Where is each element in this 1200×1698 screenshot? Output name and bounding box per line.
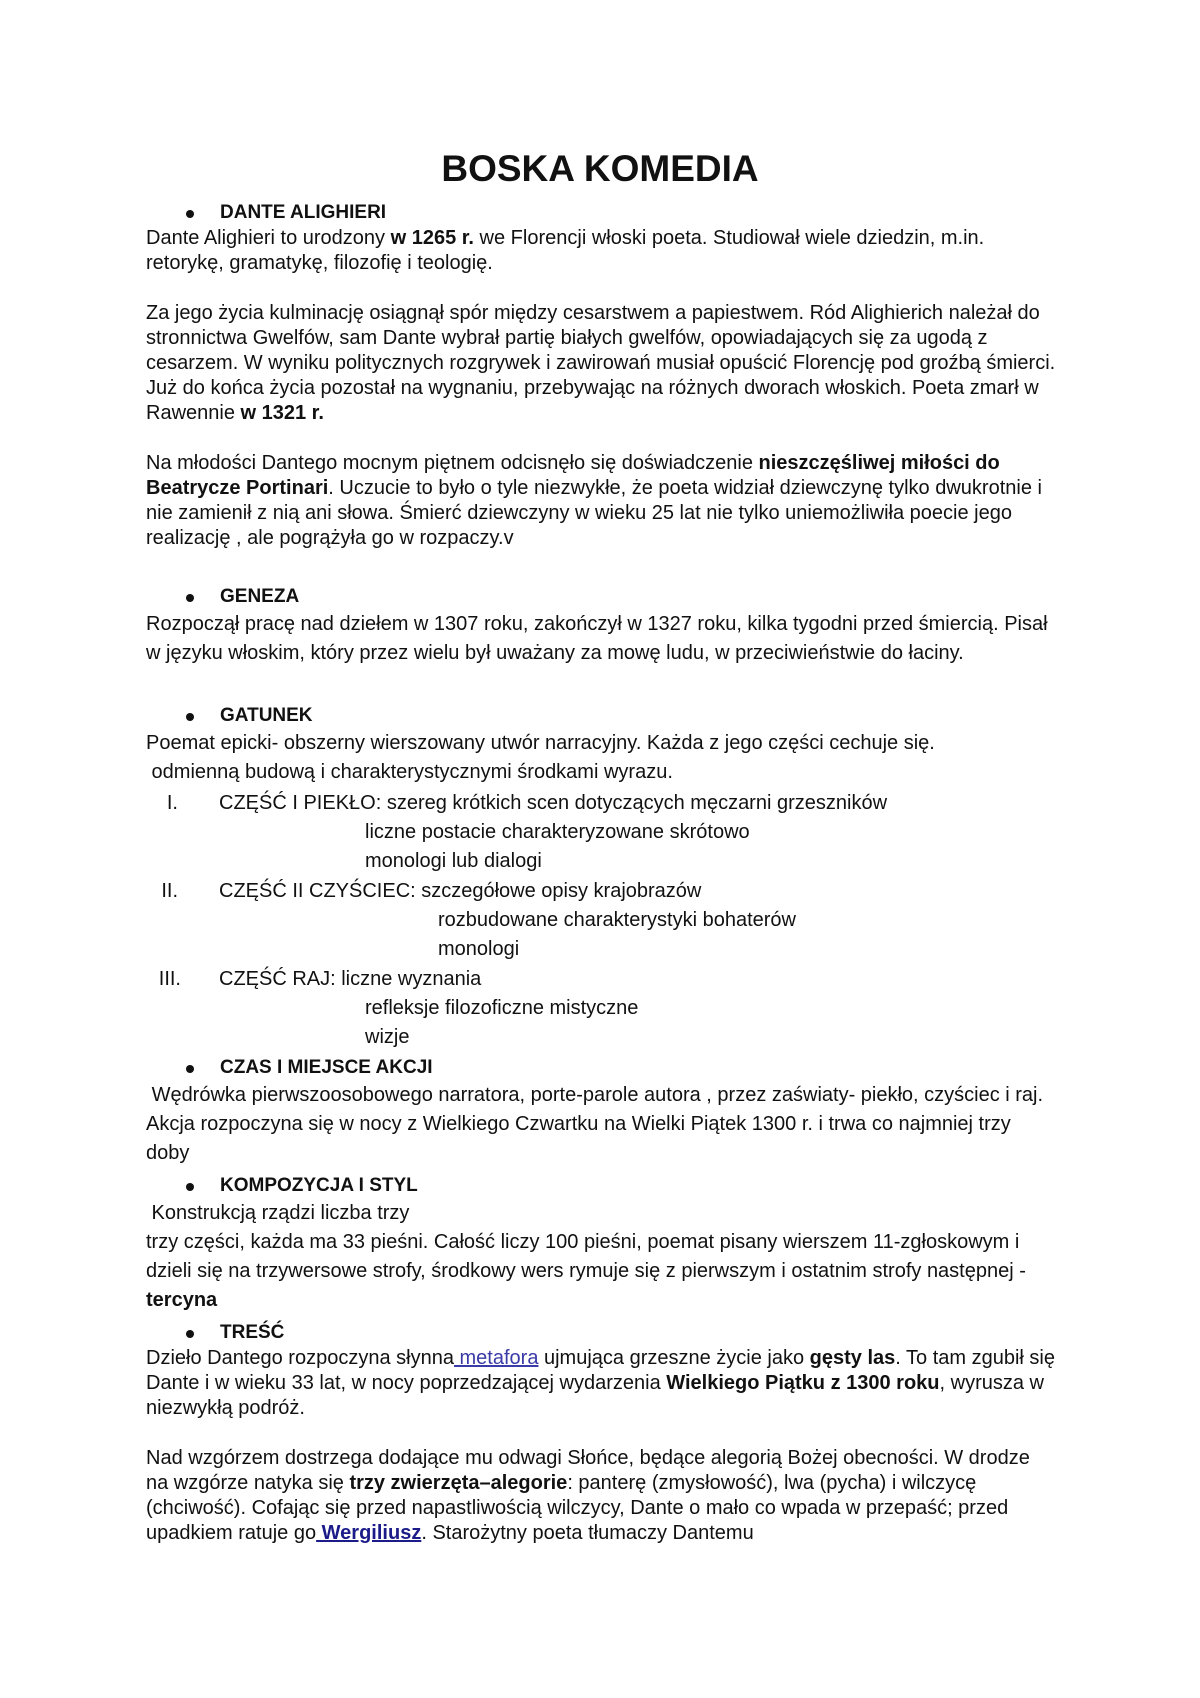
bullet-icon <box>186 1330 194 1338</box>
heading-dante: DANTE ALIGHIERI <box>146 199 1056 226</box>
section-gatunek <box>146 702 1056 787</box>
part-label: CZĘŚĆ RAJ: liczne wyznania <box>219 968 482 990</box>
paragraph-kompozycja: trzy części, każda ma 33 pieśni. Całość liczy 100 pieśni, poemat pisany wierszem 11-zgłoskowym i dzieli się na trzywersowe strofy, środkowy wers rymuje się z pierwszym i ostatnim strofy następnej - tercyna <box>146 1231 1026 1311</box>
paragraph-geneza: Rozpoczął pracę nad dziełem w 1307 roku, zakończył w 1327 roku, kilka tygodni przed śmiercią. Pisał w języku włoskim, który przez wielu był uważany za mowę ludu, w przeciwieństwie do łaciny. <box>146 613 1048 664</box>
gatunek-line-1: Poemat epicki- obszerny wierszowany utwór narracyjny. Każda z jego części cechuje się. <box>146 732 935 754</box>
section-kompozycja <box>146 1172 1056 1315</box>
paragraph-tresc-1: Dzieło Dantego rozpoczyna słynna metafora ujmująca grzeszne życie jako gęsty las. To tam zgubił się Dante i w wieku 33 lat, w nocy poprzedzającej wydarzenia Wielkiego Piątku z 1300 roku, wyrusza w niezwykłą podróż. <box>146 1347 1055 1419</box>
paragraph-dante-beatrice: Na młodości Dantego mocnym piętnem odcisnęło się doświadczenie nieszczęśliwej miłości do Beatrycze Portinari. Uczucie to było o tyle niezwykłe, że poeta widział dziewczynę tylko dwukrotnie i nie zamienił z nią ani słowa. Śmierć dziewczyny w wieku 25 lat nie tylko uniemożliwiła poecie jego realizację , ale pogrążyła go w rozpaczy.v <box>146 452 1042 549</box>
part-number: II. <box>161 880 178 902</box>
bullet-icon <box>186 713 194 721</box>
part-label: CZĘŚĆ I PIEKŁO: szereg krótkich scen dotyczących męczarni grzeszników <box>219 792 888 814</box>
heading-kompozycja: KOMPOZYCJA I STYL <box>146 1172 1056 1199</box>
gatunek-line-2: odmienną budową i charakterystycznymi środkami wyrazu. <box>146 761 673 783</box>
bullet-icon <box>186 1183 194 1191</box>
part-subitem: monologi <box>438 938 520 960</box>
part-subitem: wizje <box>365 1026 410 1048</box>
paragraph-czas: Wędrówka pierwszoosobowego narratora, porte-parole autora , przez zaświaty- piekło, czyściec i raj. Akcja rozpoczyna się w nocy z Wielkiego Czwartku na Wielki Piątek 1300 r. i trwa co najmniej trzy doby <box>146 1084 1048 1164</box>
heading-czas: CZAS I MIEJSCE AKCJI <box>146 1054 1056 1081</box>
part-subitem: refleksje filozoficzne mistyczne <box>365 997 639 1019</box>
wergiliusz-link[interactable]: Wergiliusz <box>316 1522 422 1544</box>
kompozycja-line-1: Konstrukcją rządzi liczba trzy <box>146 1202 410 1224</box>
metafora-link[interactable]: metafora <box>453 1347 539 1369</box>
heading-gatunek: GATUNEK <box>146 702 1056 729</box>
section-dante <box>146 199 1056 551</box>
bullet-icon <box>186 210 194 218</box>
section-tresc <box>146 1319 1056 1546</box>
paragraph-dante-birth: Dante Alighieri to urodzony w 1265 r. we Florencji włoski poeta. Studiował wiele dziedzin, m.in. retorykę, gramatykę, filozofię i teologię. <box>146 227 985 274</box>
paragraph-dante-exile: Za jego życia kulminację osiągnął spór między cesarstwem a papiestwem. Ród Alighierich należał do stronnictwa Gwelfów, sam Dante wybrał partię białych gwelfów, opowiadających się za ugodą z cesarzem. W wyniku politycznych rozgrywek i zawirowań musiał opuścić Florencję pod groźbą śmierci. Już do końca życia pozostał na wygnaniu, przebywając na różnych dworach włoskich. Poeta zmarł w Rawennie w 1321 r. <box>146 302 1056 424</box>
part-number: I. <box>166 792 178 814</box>
paragraph-tresc-2: Nad wzgórzem dostrzega dodające mu odwagi Słońce, będące alegorią Bożej obecności. W drodze na wzgórze natyka się trzy zwierzęta–alegorie: panterę (zmysłowość), lwa (pycha) i wilczycę (chciwość). Cofając się przed napastliwością wilczycy, Dante o mało co wpada w przepaść; przed upadkiem ratuje go Wergiliusz. Starożytny poeta tłumaczy Dantemu <box>146 1447 1030 1544</box>
part-subitem: rozbudowane charakterystyki bohaterów <box>438 909 796 931</box>
part-subitem: liczne postacie charakteryzowane skrótowo <box>365 821 750 843</box>
part-number: III. <box>158 968 181 990</box>
document-title: BOSKA KOMEDIA <box>441 148 759 189</box>
bullet-icon <box>186 594 194 602</box>
part-subitem: monologi lub dialogi <box>365 850 542 872</box>
heading-geneza: GENEZA <box>146 583 1056 610</box>
heading-tresc: TREŚĆ <box>146 1319 1056 1346</box>
section-geneza <box>146 583 1056 668</box>
bullet-icon <box>186 1065 194 1073</box>
part-label: CZĘŚĆ II CZYŚCIEC: szczegółowe opisy krajobrazów <box>219 880 702 902</box>
section-czas <box>146 1054 1056 1168</box>
